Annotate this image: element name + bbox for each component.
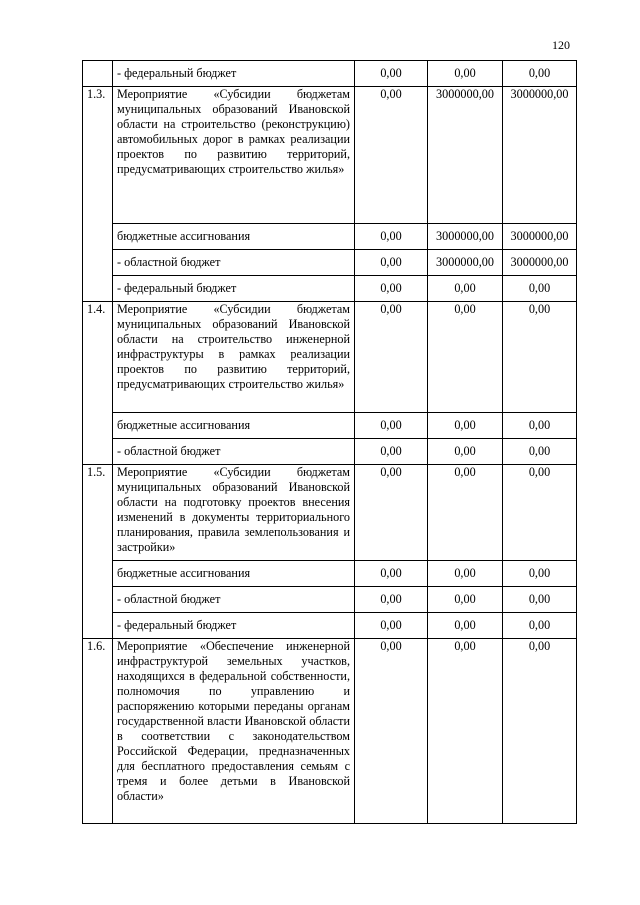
table-row bbox=[83, 613, 577, 639]
row-number: 1.6. bbox=[83, 639, 113, 824]
row-label: бюджетные ассигнования bbox=[113, 224, 355, 250]
row-value: 0,00 bbox=[428, 465, 503, 561]
row-value: 0,00 bbox=[355, 613, 428, 639]
row-value: 0,00 bbox=[428, 561, 503, 587]
table-row bbox=[83, 439, 577, 465]
row-value: 0,00 bbox=[355, 439, 428, 465]
row-value: 0,00 bbox=[428, 613, 503, 639]
row-label: бюджетные ассигнования bbox=[113, 561, 355, 587]
row-label: - областной бюджет bbox=[113, 250, 355, 276]
row-value: 0,00 bbox=[428, 302, 503, 413]
row-value: 0,00 bbox=[428, 61, 503, 87]
row-value: 0,00 bbox=[428, 639, 503, 824]
table-row bbox=[83, 302, 577, 413]
row-value: 3000000,00 bbox=[503, 87, 577, 224]
row-value: 0,00 bbox=[428, 439, 503, 465]
row-value: 0,00 bbox=[355, 465, 428, 561]
row-label: Мероприятие «Обеспечение инженерной инфраструктурой земельных участков, находящихся в федеральной собственности, полномочия по управлению и распоряжению которыми переданы органам государственной власти Ивановской области в соответствии с законодательством Российской Федерации, предназначенных для бесплатного предоставления семьям с тремя и более детьми в Ивановской области» bbox=[113, 639, 355, 824]
row-value: 0,00 bbox=[503, 613, 577, 639]
row-label: Мероприятие «Субсидии бюджетам муниципальных образований Ивановской области на строительство инженерной инфраструктуры в рамках реализации проектов по развитию территорий, предусматривающих строительство жилья» bbox=[113, 302, 355, 413]
row-value: 3000000,00 bbox=[428, 87, 503, 224]
row-value: 0,00 bbox=[355, 87, 428, 224]
row-value: 0,00 bbox=[428, 413, 503, 439]
row-value: 0,00 bbox=[503, 276, 577, 302]
row-value: 0,00 bbox=[503, 561, 577, 587]
table-row bbox=[83, 61, 577, 87]
row-value: 0,00 bbox=[355, 587, 428, 613]
row-value: 0,00 bbox=[355, 302, 428, 413]
row-value: 0,00 bbox=[503, 413, 577, 439]
row-number bbox=[83, 61, 113, 87]
row-number: 1.5. bbox=[83, 465, 113, 639]
row-value: 3000000,00 bbox=[428, 250, 503, 276]
table-row bbox=[83, 465, 577, 561]
row-value: 0,00 bbox=[503, 61, 577, 87]
table-row bbox=[83, 587, 577, 613]
row-value: 0,00 bbox=[428, 587, 503, 613]
row-value: 3000000,00 bbox=[503, 224, 577, 250]
row-value: 0,00 bbox=[503, 587, 577, 613]
row-value: 0,00 bbox=[428, 276, 503, 302]
budget-table bbox=[82, 60, 577, 824]
row-value: 0,00 bbox=[503, 302, 577, 413]
row-value: 0,00 bbox=[355, 639, 428, 824]
table-row bbox=[83, 639, 577, 824]
row-label: - областной бюджет bbox=[113, 587, 355, 613]
row-value: 0,00 bbox=[355, 250, 428, 276]
table-row bbox=[83, 413, 577, 439]
row-label: - федеральный бюджет bbox=[113, 613, 355, 639]
row-number: 1.3. bbox=[83, 87, 113, 302]
row-number: 1.4. bbox=[83, 302, 113, 465]
row-label: - областной бюджет bbox=[113, 439, 355, 465]
table-row bbox=[83, 250, 577, 276]
row-value: 0,00 bbox=[355, 413, 428, 439]
row-value: 0,00 bbox=[355, 61, 428, 87]
row-value: 0,00 bbox=[355, 561, 428, 587]
row-label: бюджетные ассигнования bbox=[113, 413, 355, 439]
row-value: 0,00 bbox=[355, 276, 428, 302]
row-value: 0,00 bbox=[503, 439, 577, 465]
row-label: Мероприятие «Субсидии бюджетам муниципальных образований Ивановской области на строительство (реконструкцию) автомобильных дорог в рамках реализации проектов по развитию территорий, предусматривающих строительство жилья» bbox=[113, 87, 355, 224]
row-value: 3000000,00 bbox=[503, 250, 577, 276]
row-value: 0,00 bbox=[503, 465, 577, 561]
table-row bbox=[83, 276, 577, 302]
row-label: - федеральный бюджет bbox=[113, 61, 355, 87]
row-label: - федеральный бюджет bbox=[113, 276, 355, 302]
table-row bbox=[83, 87, 577, 224]
table-row bbox=[83, 561, 577, 587]
table-row bbox=[83, 224, 577, 250]
row-value: 0,00 bbox=[355, 224, 428, 250]
row-label: Мероприятие «Субсидии бюджетам муниципальных образований Ивановской области на подготовку проектов внесения изменений в документы территориального планирования, правила землепользования и застройки» bbox=[113, 465, 355, 561]
page-number: 120 bbox=[552, 38, 570, 52]
row-value: 0,00 bbox=[503, 639, 577, 824]
row-value: 3000000,00 bbox=[428, 224, 503, 250]
